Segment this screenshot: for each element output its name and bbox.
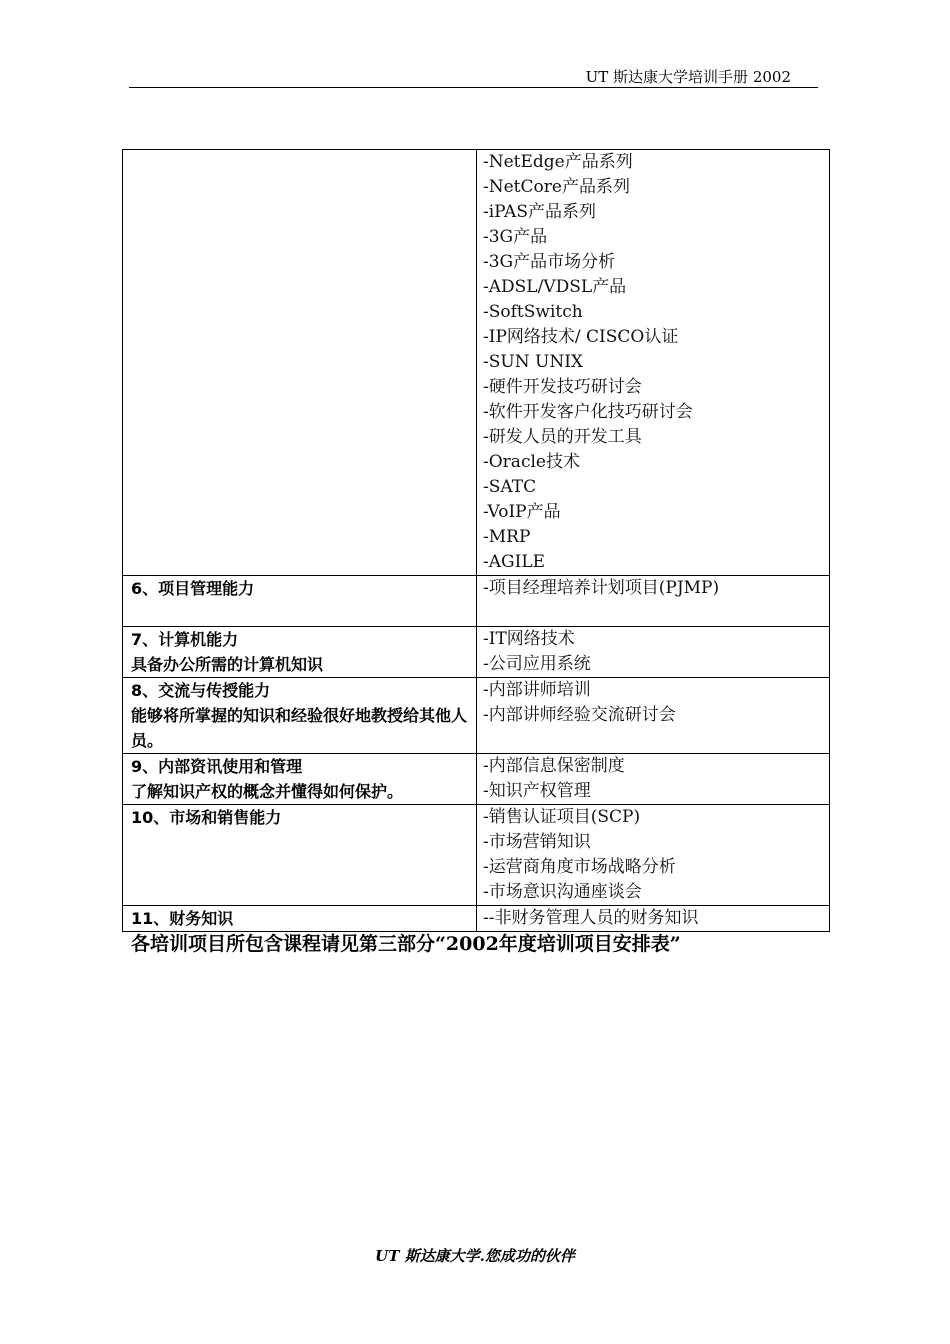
course-item: -VoIP产品 (483, 502, 561, 522)
courses-cell (477, 576, 830, 627)
competency-title: 10、市场和销售能力 (131, 808, 282, 827)
competency-desc: 了解知识产权的概念并懂得如何保护。 (131, 782, 404, 801)
competency-title: 11、财务知识 (131, 909, 234, 928)
competency-cell (123, 805, 477, 906)
competency-cell (123, 576, 477, 627)
course-item: -软件开发客户化技巧研讨会 (483, 402, 693, 422)
course-item: -SATC (483, 477, 537, 497)
course-item: -内部讲师经验交流研讨会 (483, 705, 676, 725)
competency-desc: 具备办公所需的计算机知识 (131, 655, 324, 674)
course-item: -研发人员的开发工具 (483, 427, 642, 447)
competency-cell (123, 754, 477, 805)
competency-title: 8、交流与传授能力 (131, 681, 271, 700)
course-item: -知识产权管理 (483, 781, 591, 801)
course-item: -AGILE (483, 552, 546, 572)
courses-cell (477, 627, 830, 678)
course-item: -内部信息保密制度 (483, 756, 625, 776)
table-row (123, 678, 830, 754)
course-item: -NetEdge产品系列 (483, 152, 633, 172)
courses-cell (477, 805, 830, 906)
course-item: -IT网络技术 (483, 629, 575, 649)
course-item: -市场意识沟通座谈会 (483, 882, 642, 902)
course-item: -市场营销知识 (483, 832, 591, 852)
competency-cell (123, 678, 477, 754)
table-row (123, 576, 830, 627)
competency-title: 6、项目管理能力 (131, 579, 255, 598)
header-title: UT 斯达康大学培训手册 2002 (585, 68, 791, 86)
courses-cell (477, 754, 830, 805)
table-row (123, 906, 830, 932)
course-item: -MRP (483, 527, 531, 547)
course-item: -内部讲师培训 (483, 680, 591, 700)
competency-title: 9、内部资讯使用和管理 (131, 757, 303, 776)
course-item: -项目经理培养计划项目(PJMP) (483, 578, 720, 598)
course-item: -公司应用系统 (483, 654, 591, 674)
course-item: -销售认证项目(SCP) (483, 807, 641, 827)
courses-cell (477, 906, 830, 932)
competency-cell (123, 627, 477, 678)
competency-cell (123, 150, 477, 576)
course-item: --非财务管理人员的财务知识 (483, 908, 699, 928)
courses-cell (477, 678, 830, 754)
training-table (122, 149, 830, 932)
course-item: -3G产品市场分析 (483, 252, 616, 272)
competency-cell (123, 906, 477, 932)
course-item: -ADSL/VDSL产品 (483, 277, 627, 297)
course-item: -运营商角度市场战略分析 (483, 857, 676, 877)
course-item: -IP网络技术/ CISCO认证 (483, 327, 679, 347)
course-item: -SoftSwitch (483, 302, 583, 322)
course-item: -硬件开发技巧研讨会 (483, 377, 642, 397)
table-row (123, 754, 830, 805)
course-item: -Oracle技术 (483, 452, 580, 472)
course-item: -NetCore产品系列 (483, 177, 630, 197)
courses-cell (477, 150, 830, 576)
table-row (123, 150, 830, 576)
table-row (123, 805, 830, 906)
competency-title: 7、计算机能力 (131, 630, 239, 649)
page-footer: UT 斯达康大学.您成功的伙伴 (375, 1247, 575, 1265)
table-row (123, 627, 830, 678)
page-header (129, 66, 818, 88)
course-item: -iPAS产品系列 (483, 202, 596, 222)
course-item: -3G产品 (483, 227, 548, 247)
competency-desc: 能够将所掌握的知识和经验很好地教授给其他人员。 (131, 706, 468, 750)
course-item: -SUN UNIX (483, 352, 584, 372)
schedule-note: 各培训项目所包含课程请见第三部分“2002年度培训项目安排表” (131, 933, 681, 955)
